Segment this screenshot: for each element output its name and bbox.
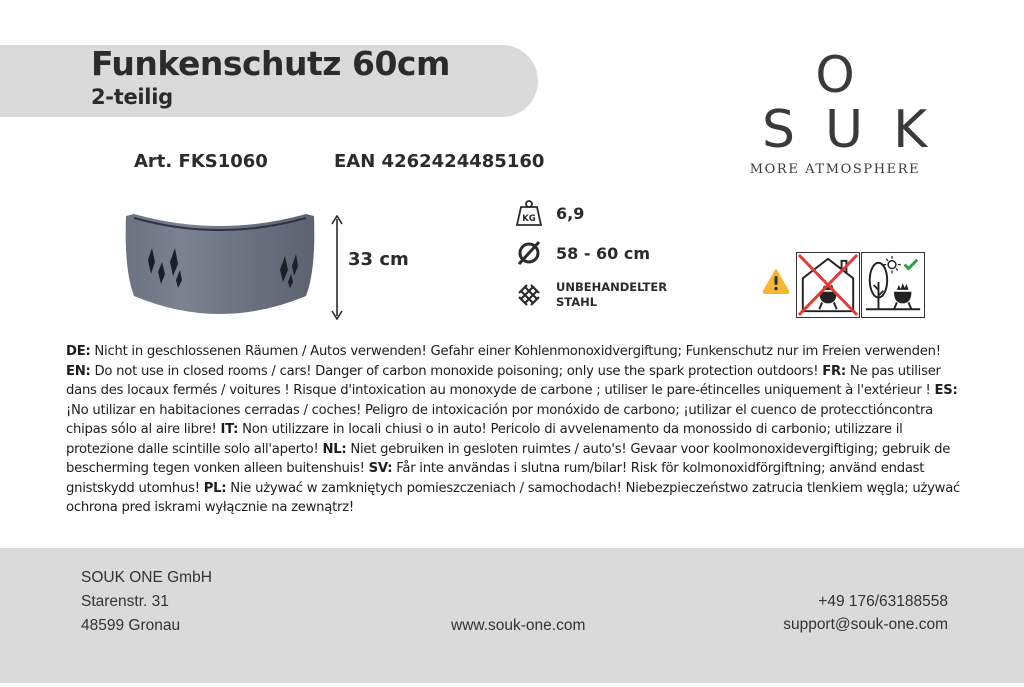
spec-diameter: [514, 238, 650, 268]
lang-es-text: ¡No utilizar en habitaciones cerradas / coches! Peligro de intoxicación por monóxido de carbono; ¡utilizar el cuenco de protecctióncontra chipas sólo al aire libre!: [66, 402, 933, 437]
company-city: 48599 Gronau: [81, 617, 181, 634]
lang-it-text: Non utilizzare in locali chiusi o in auto! Pericolo di avvelenamento da monossido di carbonio; utilizzare il protezione dalle scintille solo all'aperto!: [66, 422, 903, 457]
svg-text:KG: KG: [522, 214, 536, 224]
ean-code: EAN 4262424485160: [334, 151, 545, 172]
lang-sv-text: Får inte användas i slutna rum/bilar! Risk för kolmonoxidförgiftning; använd endast gnistskydd utomhus!: [66, 461, 925, 496]
diameter-icon: [514, 238, 544, 268]
height-arrow-icon: [331, 215, 343, 320]
height-label: 33 cm: [348, 249, 409, 270]
lang-es-label: ES:: [934, 383, 958, 398]
outdoor-use-ok-icon: [861, 252, 925, 318]
lang-fr-text: Ne pas utiliser dans des locaux fermés / voitures ! Risque d'intoxication au monoxyde de carbone ; utiliser le pare-étincelles uniquement à l'extérieur !: [66, 363, 941, 398]
lang-en-label: EN:: [66, 363, 91, 379]
diameter-value: 58 - 60 cm: [556, 243, 651, 263]
logo-wordmark: SUK: [762, 100, 958, 160]
lang-nl-text: Niet gebruiken in gesloten ruimtes / auto's! Gevaar voor koolmonoxidevergiftiging; gebruik de bescherming tegen vonken alleen buitenshuis!: [66, 441, 951, 476]
souk-logo: [740, 46, 958, 177]
spec-weight: [514, 198, 584, 228]
company-name: SOUK ONE GmbH: [81, 569, 212, 586]
lang-nl-label: NL:: [322, 441, 347, 457]
lang-fr-label: FR:: [822, 363, 846, 379]
article-number: Art. FKS1060: [134, 151, 268, 172]
lang-it-label: IT:: [220, 422, 239, 437]
lang-en-text: Do not use in closed rooms / cars! Danger of carbon monoxide poisoning; only use the spark protection outdoors!: [90, 363, 823, 379]
spec-material: [514, 280, 667, 310]
weight-kg-icon: [514, 198, 544, 228]
lang-de-text: Nicht in geschlossenen Räumen / Autos verwenden! Gefahr einer Kohlenmonoxidvergiftung; Funkenschutz nur im Freien verwenden!: [90, 344, 941, 359]
material-line-2: STAHL: [556, 295, 598, 309]
footer: [0, 548, 1024, 683]
no-indoor-use-icon: [796, 252, 860, 318]
weight-value: 6,9: [556, 203, 585, 223]
product-title: Funkenschutz 60cm: [91, 44, 450, 83]
product-subtitle: 2-teilig: [91, 85, 173, 109]
lang-pl-text: Nie używać w zamkniętych pomieszczeniach / samochodach! Niebezpieczeństwo zatrucia tlenkiem węgla; używać ochrona pred iskrami wyłącznie na zewnątrz!: [66, 480, 961, 515]
safety-warning-text: [66, 342, 966, 518]
warning-triangle-icon: [762, 268, 790, 294]
logo-tagline: MORE ATMOSPHERE: [749, 162, 921, 177]
lang-pl-label: PL:: [203, 480, 227, 496]
website-link[interactable]: www.souk-one.com: [451, 617, 586, 634]
phone-number[interactable]: +49 176/63188558: [818, 593, 948, 610]
material-value: [556, 280, 667, 310]
logo-o-mark: O: [815, 46, 855, 104]
support-email[interactable]: support@souk-one.com: [783, 616, 948, 633]
lang-de-label: DE:: [66, 344, 91, 359]
lang-sv-label: SV:: [368, 461, 393, 476]
material-line-1: UNBEHANDELTER: [556, 280, 668, 294]
product-image: [120, 210, 320, 330]
material-steel-icon: [514, 280, 544, 310]
company-street: Starenstr. 31: [81, 593, 169, 610]
